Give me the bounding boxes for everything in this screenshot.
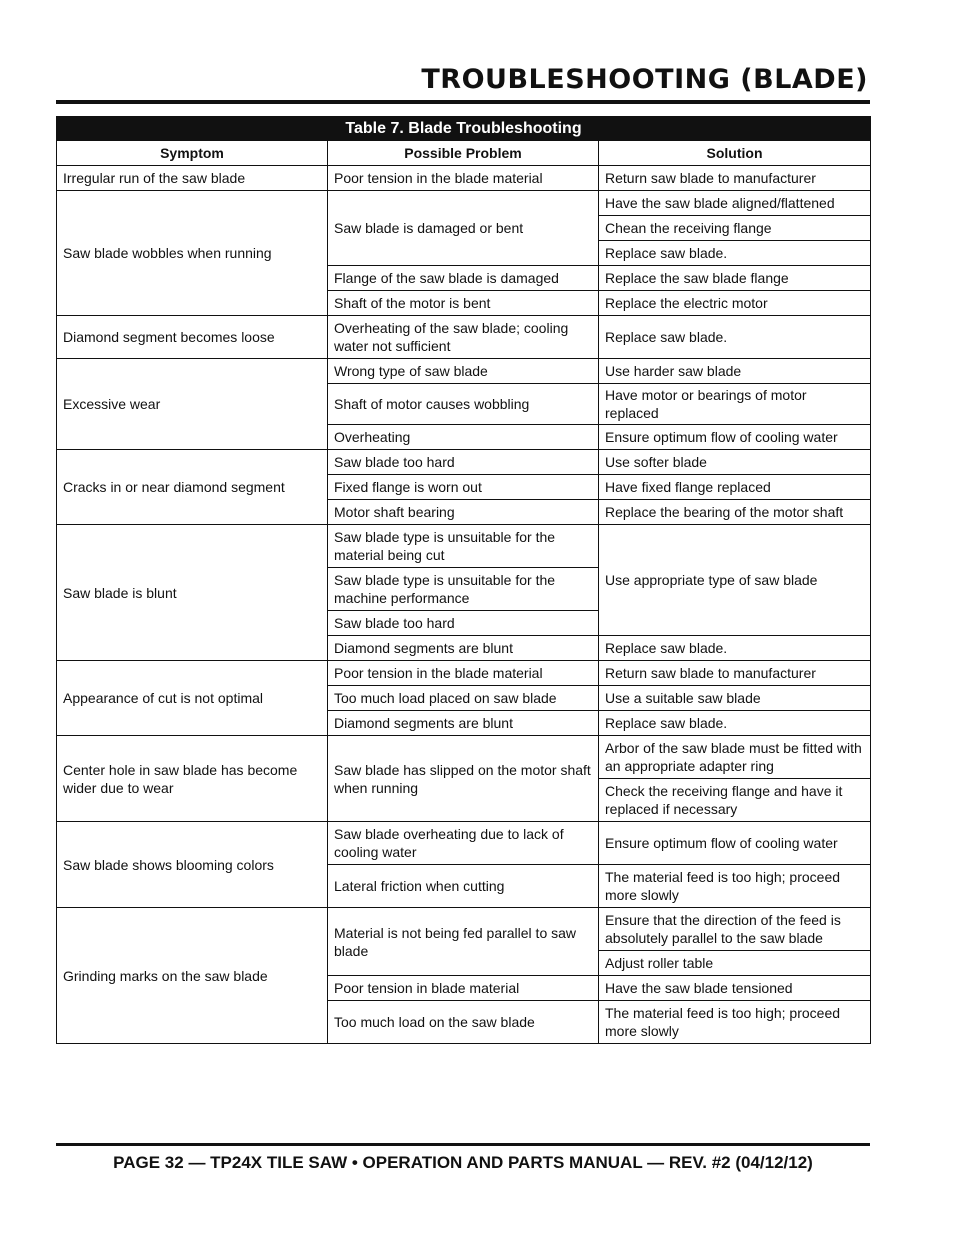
solution-cell: Chean the receiving flange [599, 216, 871, 241]
footer-divider [56, 1143, 870, 1146]
solution-cell: Have motor or bearings of motor replaced [599, 384, 871, 425]
problem-cell: Saw blade has slipped on the motor shaft when running [328, 736, 599, 822]
problem-cell: Overheating of the saw blade; cooling water not sufficient [328, 316, 599, 359]
solution-cell: Replace saw blade. [599, 711, 871, 736]
problem-cell: Saw blade too hard [328, 611, 599, 636]
problem-cell: Lateral friction when cutting [328, 865, 599, 908]
column-header-problem: Possible Problem [328, 141, 599, 166]
symptom-cell: Appearance of cut is not optimal [57, 661, 328, 736]
solution-cell: Use softer blade [599, 450, 871, 475]
solution-cell: Ensure optimum flow of cooling water [599, 822, 871, 865]
problem-cell: Fixed flange is worn out [328, 475, 599, 500]
solution-cell: Replace saw blade. [599, 316, 871, 359]
problem-cell: Poor tension in the blade material [328, 166, 599, 191]
problem-cell: Saw blade too hard [328, 450, 599, 475]
problem-cell: Poor tension in the blade material [328, 661, 599, 686]
symptom-cell: Saw blade shows blooming colors [57, 822, 328, 908]
table-row [57, 822, 871, 865]
page-title: TROUBLESHOOTING (BLADE) [421, 64, 868, 95]
solution-cell: Replace saw blade. [599, 241, 871, 266]
symptom-cell: Saw blade is blunt [57, 525, 328, 661]
table-row [57, 316, 871, 359]
solution-cell: Replace the saw blade flange [599, 266, 871, 291]
table-row [57, 525, 871, 568]
problem-cell: Wrong type of saw blade [328, 359, 599, 384]
problem-cell: Shaft of the motor is bent [328, 291, 599, 316]
table-row [57, 166, 871, 191]
problem-cell: Saw blade type is unsuitable for the material being cut [328, 525, 599, 568]
problem-cell: Diamond segments are blunt [328, 711, 599, 736]
solution-cell: Replace the bearing of the motor shaft [599, 500, 871, 525]
solution-cell: Arbor of the saw blade must be fitted with an appropriate adapter ring [599, 736, 871, 779]
problem-cell: Saw blade overheating due to lack of cooling water [328, 822, 599, 865]
solution-cell: Ensure optimum flow of cooling water [599, 425, 871, 450]
table-row [57, 450, 871, 475]
solution-cell: Use a suitable saw blade [599, 686, 871, 711]
symptom-cell: Grinding marks on the saw blade [57, 908, 328, 1044]
problem-cell: Material is not being fed parallel to saw blade [328, 908, 599, 976]
table-row [57, 908, 871, 951]
problem-cell: Poor tension in blade material [328, 976, 599, 1001]
symptom-cell: Irregular run of the saw blade [57, 166, 328, 191]
column-header-symptom: Symptom [57, 141, 328, 166]
symptom-cell: Center hole in saw blade has become wider due to wear [57, 736, 328, 822]
table-caption: Table 7. Blade Troubleshooting [57, 117, 871, 141]
symptom-cell: Diamond segment becomes loose [57, 316, 328, 359]
table-row [57, 661, 871, 686]
problem-cell: Flange of the saw blade is damaged [328, 266, 599, 291]
column-header-solution: Solution [599, 141, 871, 166]
solution-cell: Ensure that the direction of the feed is absolutely parallel to the saw blade [599, 908, 871, 951]
solution-cell: Return saw blade to manufacturer [599, 661, 871, 686]
solution-cell: Use harder saw blade [599, 359, 871, 384]
solution-cell: Check the receiving flange and have it replaced if necessary [599, 779, 871, 822]
solution-cell: Use appropriate type of saw blade [599, 525, 871, 636]
table-row [57, 359, 871, 384]
solution-cell: Replace saw blade. [599, 636, 871, 661]
problem-cell: Shaft of motor causes wobbling [328, 384, 599, 425]
symptom-cell: Cracks in or near diamond segment [57, 450, 328, 525]
page-footer: PAGE 32 — TP24X TILE SAW • OPERATION AND PARTS MANUAL — REV. #2 (04/12/12) [113, 1153, 813, 1172]
title-divider [56, 100, 870, 104]
problem-cell: Overheating [328, 425, 599, 450]
blade-troubleshooting-table [56, 116, 871, 1044]
symptom-cell: Excessive wear [57, 359, 328, 450]
problem-cell: Saw blade type is unsuitable for the machine performance [328, 568, 599, 611]
table-row [57, 191, 871, 216]
solution-cell: Adjust roller table [599, 951, 871, 976]
problem-cell: Too much load on the saw blade [328, 1001, 599, 1044]
solution-cell: Have the saw blade aligned/flattened [599, 191, 871, 216]
solution-cell: Have the saw blade tensioned [599, 976, 871, 1001]
problem-cell: Saw blade is damaged or bent [328, 191, 599, 266]
solution-cell: Have fixed flange replaced [599, 475, 871, 500]
problem-cell: Motor shaft bearing [328, 500, 599, 525]
table-row [57, 736, 871, 779]
solution-cell: Replace the electric motor [599, 291, 871, 316]
solution-cell: The material feed is too high; proceed more slowly [599, 865, 871, 908]
symptom-cell: Saw blade wobbles when running [57, 191, 328, 316]
solution-cell: Return saw blade to manufacturer [599, 166, 871, 191]
problem-cell: Diamond segments are blunt [328, 636, 599, 661]
solution-cell: The material feed is too high; proceed more slowly [599, 1001, 871, 1044]
problem-cell: Too much load placed on saw blade [328, 686, 599, 711]
